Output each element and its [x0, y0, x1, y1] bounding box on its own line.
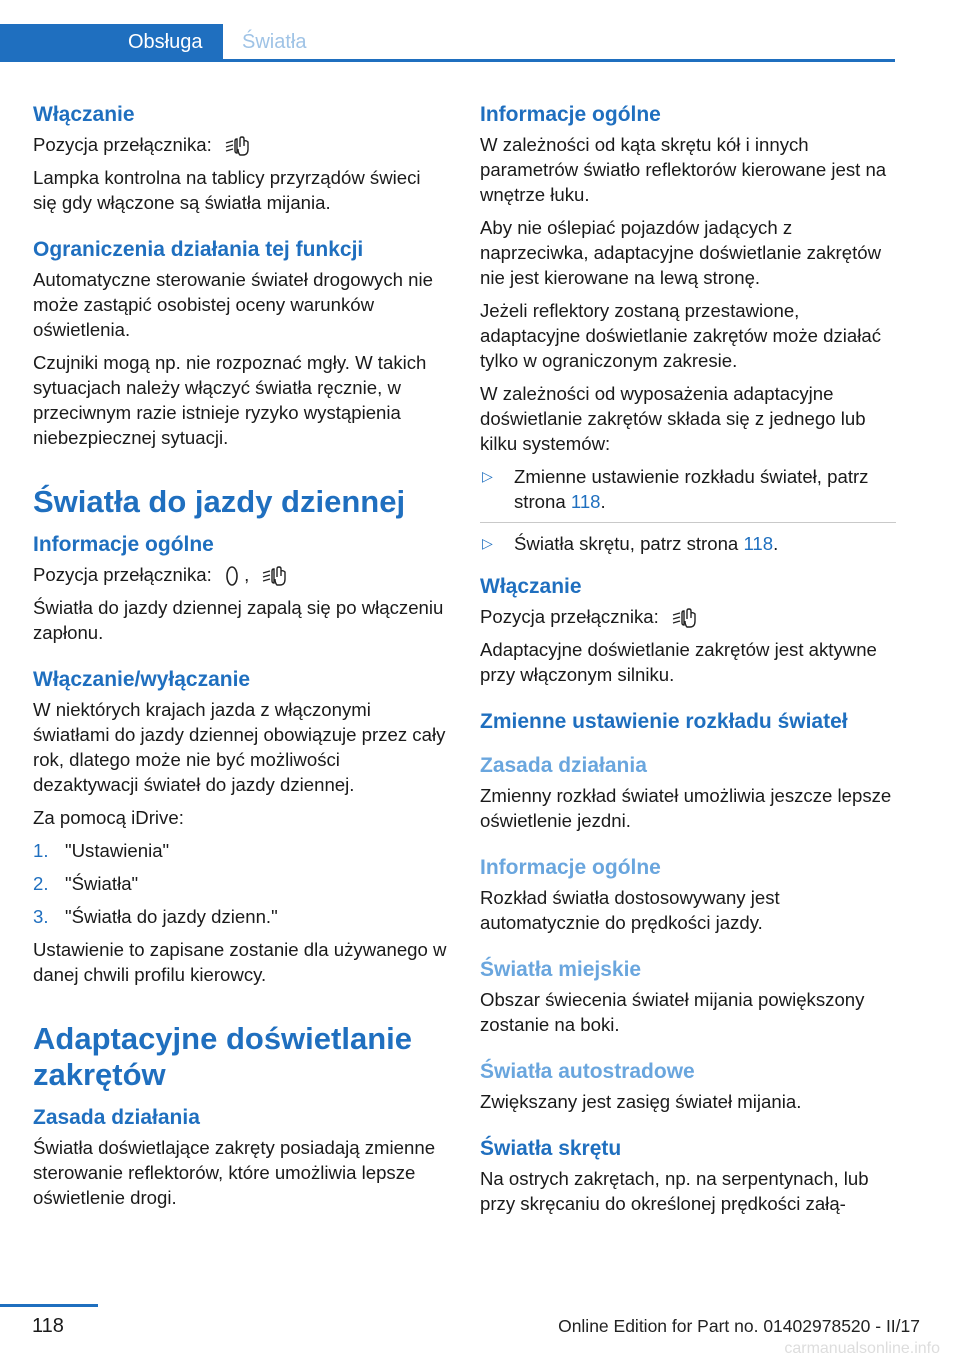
step-number: 3. [33, 906, 49, 928]
heading-informacje-ogolne: Informacje ogólne [33, 533, 214, 557]
paragraph: W niektórych krajach jazda z włączonymi światłami do jazdy dziennej obowiązuje przez cały rok, dlatego może nie być możliwości dezaktywacji świateł do jazdy dziennej. [33, 699, 446, 796]
switch-position-line [480, 604, 896, 629]
heading-informacje-ogolne: Informacje ogólne [480, 856, 661, 880]
paragraph: Na ostrych zakrętach, np. na serpentynach, lub przy skręcaniu do określonej prędkości załą- [480, 1168, 869, 1215]
paragraph: Za pomocą iDrive: [33, 807, 184, 829]
step-text: "Światła do jazdy dzienn." [65, 906, 278, 928]
heading-swiatla-autostradowe: Światła autostradowe [480, 1060, 695, 1084]
paragraph: Lampka kontrolna na tablicy przyrządów świeci się gdy włączone są światła mijania. [33, 167, 421, 214]
idrive-steps-list [33, 838, 447, 929]
header-rule [0, 59, 895, 62]
paragraph: Czujniki mogą np. nie rozpoznać mgły. W takich sytuacjach należy włączyć światła ręcznie, w przeciwnym razie istnieje ryzyko wystąpienia niebezpiecznej sytuacji. [33, 352, 427, 449]
paragraph: Zwiększany jest zasięg świateł mijania. [480, 1091, 802, 1113]
auto-light-icon [262, 565, 288, 587]
period: . [773, 533, 779, 554]
page-link[interactable]: 118 [743, 533, 774, 554]
heading-zasada-dzialania: Zasada działania [33, 1106, 200, 1130]
heading-informacje-ogolne: Informacje ogólne [480, 103, 661, 126]
switch-position-label: Pozycja przełącznika: [33, 134, 212, 155]
footer-rule [0, 1304, 98, 1307]
bullet-text: Zmienne ustawienie rozkładu świateł, patrz strona [514, 466, 869, 512]
paragraph: Automatyczne sterowanie świateł drogowych nie może zastąpić osobistej oceny warunków oświetlenia. [33, 269, 433, 341]
heading-swiatla-dzienne: Światła do jazdy dziennej [33, 484, 406, 520]
running-header [0, 24, 895, 62]
period: . [600, 491, 606, 512]
paragraph: Obszar świecenia świateł mijania powiększony zostanie na boki. [480, 989, 865, 1036]
heading-wlaczanie: Włączanie [480, 575, 582, 598]
heading-adaptacyjne: Adaptacyjne doświetlanie zakrętów [33, 1021, 412, 1093]
switch-position-line [33, 562, 447, 587]
switch-position-label: Pozycja przełącznika: [480, 606, 659, 627]
section-tab-next: Światła [242, 31, 307, 53]
paragraph: Jeżeli reflektory zostaną przestawione, adaptacyjne doświetlanie zakrętów może działać tylko w ograniczonym zakresie. [480, 300, 882, 371]
auto-light-icon [672, 607, 698, 629]
edition-note: Online Edition for Part no. 01402978520 - II/17 [558, 1316, 920, 1336]
step-number: 2. [33, 873, 49, 895]
switch-position-line [33, 132, 447, 157]
list-item [480, 531, 896, 564]
paragraph: Ustawienie to zapisane zostanie dla używanego w danej chwili profilu kierowcy. [33, 939, 447, 986]
heading-zasada-dzialania: Zasada działania [480, 754, 647, 778]
step-text: "Ustawienia" [65, 840, 170, 862]
separator-comma: , [244, 564, 250, 586]
list-item [480, 464, 896, 523]
paragraph: W zależności od kąta skrętu kół i innych parametrów światło reflektorów kierowane jest na wnętrze łuku. [480, 134, 887, 205]
triangle-bullet-icon: ▷ [482, 468, 493, 484]
heading-wlaczanie-wylaczanie: Włączanie/wyłączanie [33, 668, 251, 692]
page-link[interactable]: 118 [570, 491, 601, 512]
heading-swiatla-skretu: Światła skrętu [480, 1137, 622, 1161]
heading-ograniczenia: Ograniczenia działania tej funkcji [33, 238, 364, 262]
paragraph: W zależności od wyposażenia adaptacyjne doświetlanie zakrętów składa się z jednego lub kilku systemów: [480, 383, 866, 454]
step-number: 1. [33, 840, 49, 862]
switch-position-label: Pozycja przełącznika: [33, 564, 212, 586]
right-column [480, 100, 896, 1224]
switch-off-position-icon [225, 565, 239, 587]
left-column [33, 100, 447, 1218]
paragraph: Zmienny rozkład świateł umożliwia jeszcze lepsze oświetlenie jezdni. [480, 785, 892, 832]
paragraph: Rozkład światła dostosowywany jest automatycznie do prędkości jazdy. [480, 887, 780, 934]
systems-list [480, 464, 896, 564]
paragraph: Światła do jazdy dziennej zapalą się po włączeniu zapłonu. [33, 597, 444, 644]
paragraph: Aby nie oślepiać pojazdów jadących z naprzeciwka, adaptacyjne doświetlanie zakrętów nie jest kierowane na lewą stronę. [480, 217, 882, 288]
paragraph: Adaptacyjne doświetlanie zakrętów jest aktywne przy włączonym silniku. [480, 639, 877, 686]
heading-swiatla-miejskie: Światła miejskie [480, 958, 642, 982]
watermark: carmanualsonline.info [784, 1340, 940, 1357]
list-item [33, 838, 447, 863]
triangle-bullet-icon: ▷ [482, 535, 493, 551]
heading-wlaczanie: Włączanie [33, 103, 135, 126]
bullet-text: Światła skrętu, patrz strona [514, 533, 739, 554]
paragraph: Światła doświetlające zakręty posiadają zmienne sterowanie reflektorów, które umożliwia lepsze oświetlenie drogi. [33, 1137, 436, 1209]
step-text: "Światła" [65, 873, 139, 895]
list-item [33, 904, 447, 929]
page-number: 118 [32, 1315, 64, 1337]
heading-zmienne-ustawienie: Zmienne ustawienie rozkładu świateł [480, 710, 848, 734]
section-tab-active: Obsługa [0, 24, 223, 62]
list-item [33, 871, 447, 896]
auto-light-icon [225, 135, 251, 157]
